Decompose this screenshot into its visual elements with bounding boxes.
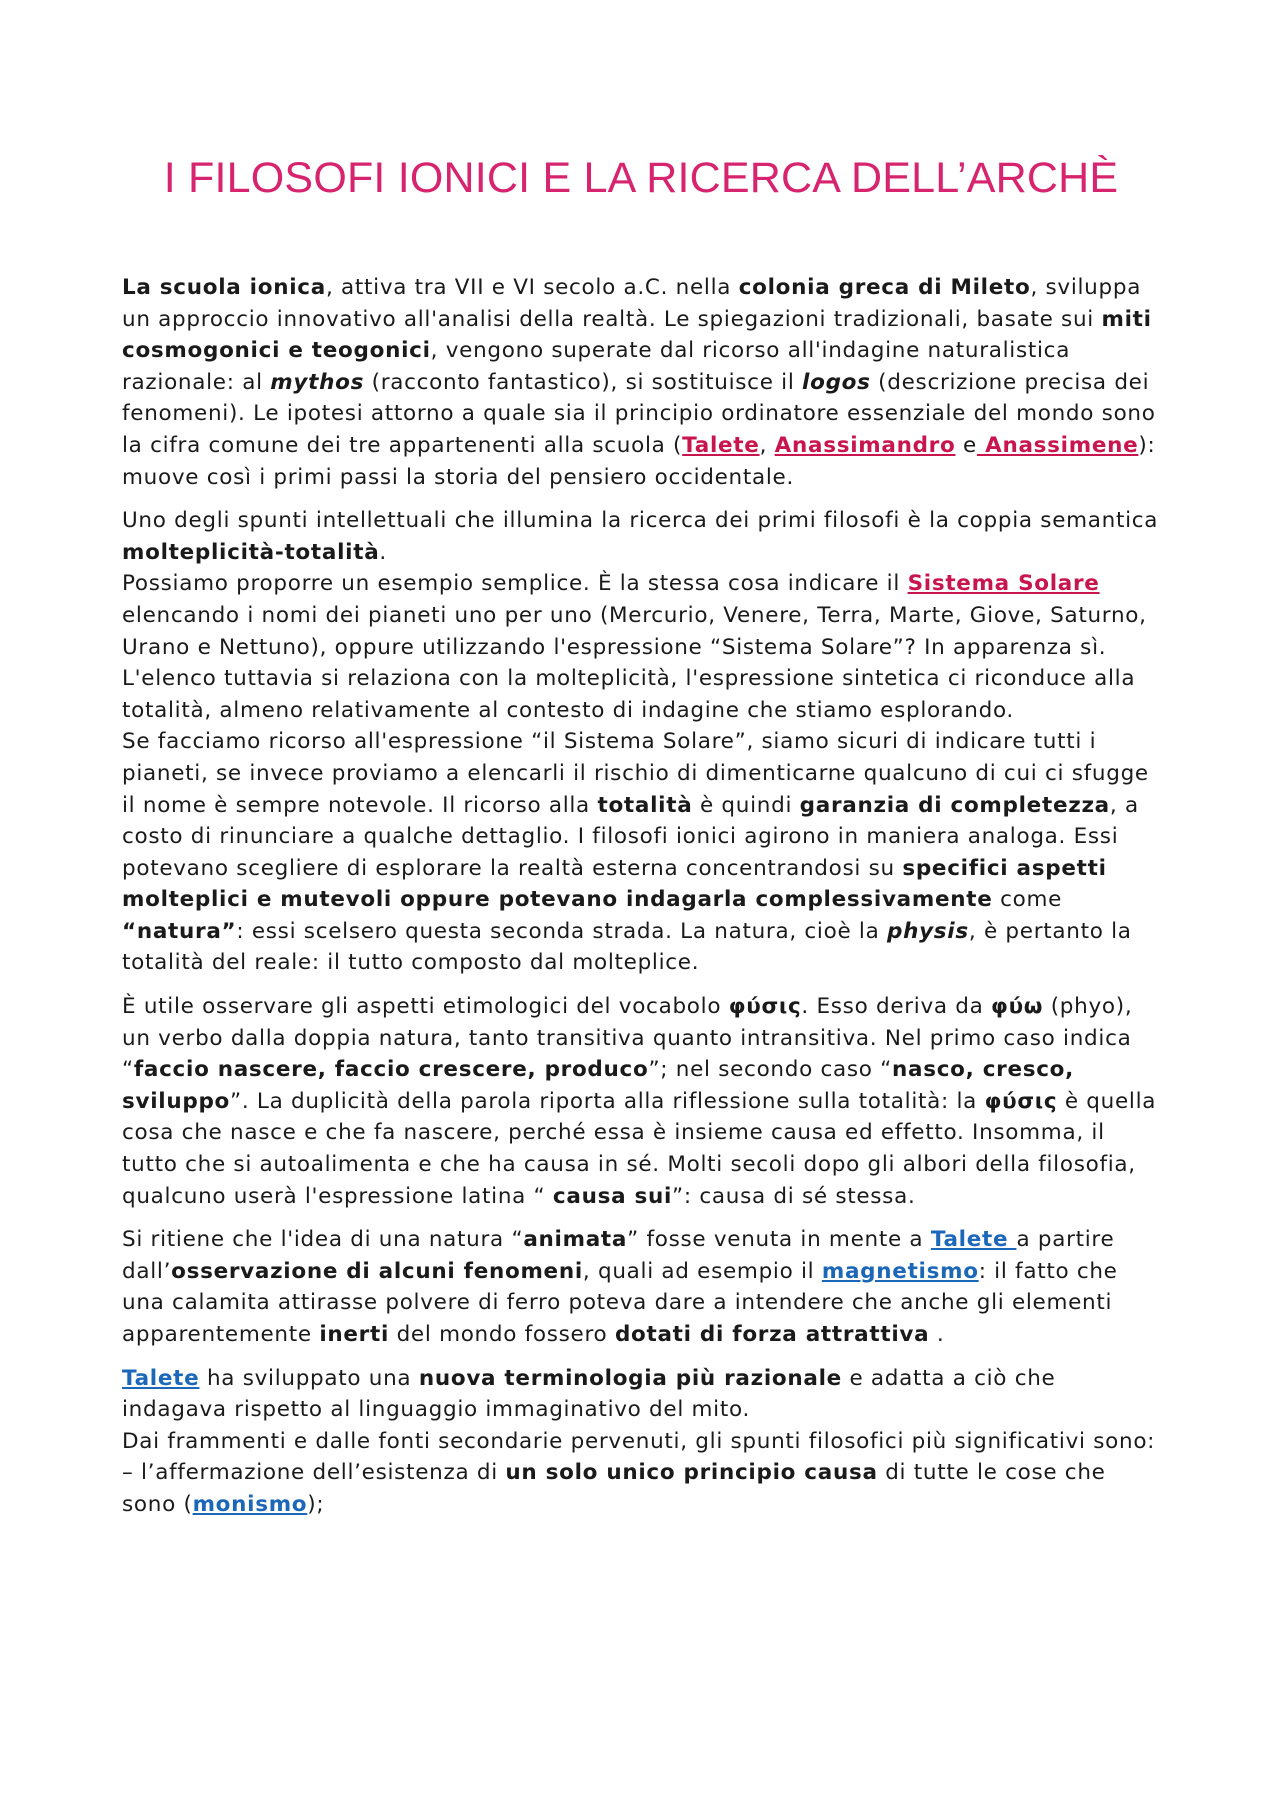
bold-text: φύσις [728, 994, 802, 1020]
bold-text: osservazione di alcuni fenomeni [171, 1258, 583, 1284]
bold-text: un solo unico principio causa [505, 1460, 878, 1486]
bold-text: colonia greca di Mileto [738, 275, 1031, 300]
text: , quali ad esempio il [582, 1258, 822, 1284]
link-monismo[interactable]: monismo [192, 1491, 308, 1517]
link-talete[interactable]: Talete [682, 432, 760, 458]
link-talete[interactable]: Talete [930, 1227, 1017, 1253]
text: di tutte le cose che sono ( [122, 1460, 1106, 1517]
text: . Esso deriva da [801, 994, 992, 1020]
text: Possiamo proporre un esempio semplice. È la stessa cosa indicare il [122, 571, 908, 597]
text: , [759, 432, 775, 458]
paragraph-natura-animata [122, 1224, 1160, 1350]
text: , vengono superate dal ricorso all'indagine naturalistica razionale: al [122, 338, 1071, 395]
page-title: I FILOSOFI IONICI E LA RICERCA DELL’ARCHÈ [163, 154, 1119, 202]
paragraph-talete-terminologia [122, 1363, 1160, 1521]
bold-text: causa sui [552, 1183, 673, 1209]
text: (phyo), un verbo dalla doppia natura, tanto transitiva quanto intransitiva. Nel primo caso indica “ [122, 994, 1133, 1083]
text: Dai frammenti e dalle fonti secondarie pervenuti, gli spunti filosofici più significativi sono: [122, 1428, 1156, 1454]
text: Si ritiene che l'idea di una natura “ [122, 1227, 524, 1253]
text: . [379, 539, 387, 565]
text: ); [307, 1491, 325, 1517]
text: è quindi [692, 792, 800, 818]
text: ”. La duplicità della parola riporta alla riflessione sulla totalità: la [230, 1088, 985, 1114]
document-body [122, 272, 1160, 1521]
paragraph-molteplicita-totalita [122, 505, 1160, 979]
text: e [955, 432, 977, 458]
text: ” fosse venuta in mente a [627, 1227, 931, 1253]
bold-italic-text: mythos [270, 369, 365, 395]
bold-text: inerti [319, 1322, 390, 1347]
text: , attiva tra VII e VI secolo a.C. nella [325, 275, 739, 300]
link-sistema-solare[interactable]: Sistema Solare [907, 571, 1100, 597]
text: È utile osservare gli aspetti etimologici del vocabolo [122, 994, 729, 1020]
text: come [992, 887, 1063, 913]
text: e adatta a ciò che indagava rispetto al linguaggio immaginativo del mito. [122, 1365, 1056, 1423]
bold-text: La scuola ionica [122, 275, 326, 300]
bold-text: dotati di forza attrattiva [614, 1322, 930, 1347]
text: ): muove così i primi passi la storia del pensiero occidentale. [122, 432, 1156, 490]
text: a partire dall’ [122, 1227, 1115, 1284]
text: , a costo di rinunciare a qualche dettaglio. I filosofi ionici agirono in maniera analoga. Essi potevano scegliere di esplorare la realtà esterna concentrandosi su [122, 792, 1139, 881]
text: ha sviluppato una [199, 1365, 419, 1391]
text: – l’affermazione dell’esistenza di [122, 1460, 506, 1486]
text: Se facciamo ricorso all'espressione “il Sistema Solare”, siamo sicuri di indicare tutti i pianeti, se invece proviamo a elencarli il rischio di dimenticarne qualcuno di cui ci sfugge il nome è sempre notevole. Il ricorso alla [122, 729, 1149, 818]
link-anassimandro[interactable]: Anassimandro [774, 432, 956, 458]
text: ”: causa di sé stessa. [672, 1183, 916, 1209]
bold-text: nasco, cresco, sviluppo [122, 1057, 1075, 1114]
text: . [929, 1322, 945, 1347]
text: elencando i nomi dei pianeti uno per uno (Mercurio, Venere, Terra, Marte, Giove, Saturno, Urano e Nettuno), oppure utilizzando l'espressione “Sistema Solare”? In apparenza sì. L'elenco tuttavia si relaziona con la molteplicità, l'espressione sintetica ci riconduce alla totalità, almeno relativamente al contesto di indagine che stiamo esplorando. [122, 602, 1147, 723]
bold-italic-text: physis [887, 918, 969, 944]
text: : il fatto che una calamita attirasse polvere di ferro poteva dare a intendere che anche gli elementi apparentemente [122, 1258, 1118, 1347]
bold-text: garanzia di completezza [799, 792, 1110, 818]
link-anassimene[interactable]: Anassimene [976, 432, 1139, 458]
link-talete[interactable]: Talete [122, 1365, 200, 1391]
link-magnetismo[interactable]: magnetismo [821, 1258, 979, 1284]
text: Uno degli spunti intellettuali che illumina la ricerca dei primi filosofi è la coppia semantica [122, 508, 1159, 534]
bold-text: animata [523, 1227, 628, 1253]
bold-text: nuova terminologia più razionale [418, 1365, 842, 1391]
bold-text: miti cosmogonici e teogonici [122, 306, 1152, 364]
text: , sviluppa un approccio innovativo all'analisi della realtà. Le spiegazioni tradizionali, basate sui [122, 275, 1142, 332]
paragraph-physis-etimologia [122, 991, 1160, 1212]
text: (racconto fantastico), si sostituisce il [364, 369, 803, 395]
bold-text: φύω [991, 994, 1044, 1020]
bold-text: specifici aspetti molteplici e mutevoli oppure potevano indagarla complessivamente [122, 855, 1107, 913]
text: ”; nel secondo caso “ [648, 1057, 893, 1083]
text: : essi scelsero questa seconda strada. La natura, cioè la [236, 918, 887, 944]
bold-text: molteplicità-totalità [122, 539, 380, 565]
paragraph-scuola-ionica [122, 272, 1160, 493]
bold-text: totalità [597, 792, 693, 818]
bold-italic-text: logos [802, 369, 871, 395]
bold-text: “natura” [122, 918, 237, 944]
bold-text: faccio nascere, faccio crescere, produco [133, 1057, 649, 1083]
text: , è pertanto la totalità del reale: il tutto composto dal molteplice. [122, 918, 1132, 976]
text: del mondo fossero [389, 1322, 615, 1347]
text: è quella cosa che nasce e che fa nascere, perché essa è insieme causa ed effetto. Insomma, il tutto che si autoalimenta e che ha causa in sé. Molti secoli dopo gli albori della filosofia, qualcuno userà l'espressione latina “ [122, 1088, 1157, 1209]
bold-text: φύσις [984, 1088, 1058, 1114]
text: (descrizione precisa dei fenomeni). Le ipotesi attorno a quale sia il principio ordinatore essenziale del mondo sono la cifra comune dei tre appartenenti alla scuola ( [122, 369, 1156, 458]
